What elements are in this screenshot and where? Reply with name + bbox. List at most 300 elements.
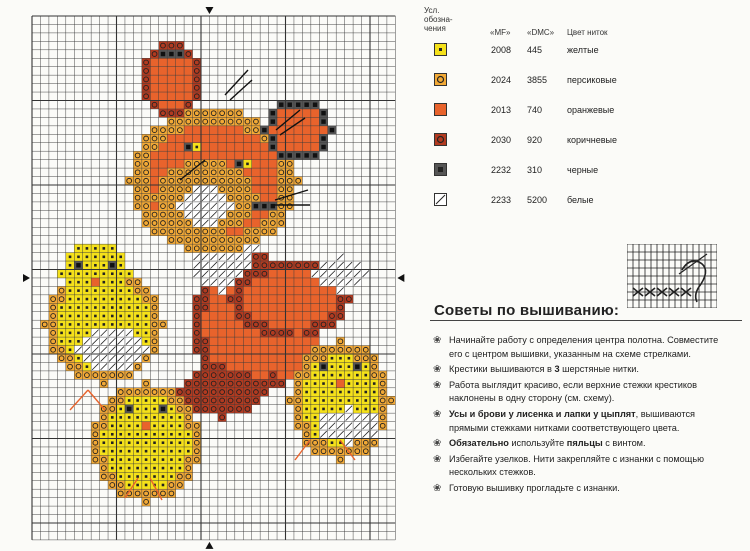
stitch-cell: [184, 210, 192, 218]
stitch-cell: [201, 337, 209, 345]
stitch-cell: [235, 337, 243, 345]
stitch-cell: [277, 320, 285, 328]
stitch-cell: [150, 101, 158, 109]
stitch-cell: [362, 447, 370, 455]
stitch-cell: [142, 422, 150, 430]
stitch-cell: [277, 219, 285, 227]
stitch-cell: [193, 346, 201, 354]
stitch-cell: [218, 371, 226, 379]
stitch-cell: [319, 346, 327, 354]
stitch-cell: [100, 253, 108, 261]
stitch-cell: [201, 405, 209, 413]
stitch-cell: [167, 405, 175, 413]
stitch-cell: [117, 295, 125, 303]
stitch-cell: [49, 320, 57, 328]
stitch-cell: [243, 379, 251, 387]
stitch-cell: [176, 75, 184, 83]
stitch-cell: [311, 346, 319, 354]
stitch-cell: [150, 405, 158, 413]
stitch-cell: [117, 303, 125, 311]
tip-text: 3: [554, 364, 560, 375]
stitch-cell: [150, 67, 158, 75]
stitch-cell: [167, 58, 175, 66]
stitch-cell: [302, 303, 310, 311]
stitch-cell: [142, 447, 150, 455]
stitch-cell: [142, 143, 150, 151]
stitch-cell: [311, 295, 319, 303]
stitch-cell: [218, 117, 226, 125]
stitch-cell: [294, 151, 302, 159]
stitch-cell: [252, 270, 260, 278]
stitch-cell: [252, 117, 260, 125]
stitch-cell: [286, 303, 294, 311]
stitch-cell: [49, 295, 57, 303]
stitch-cell: [319, 143, 327, 151]
stitch-cell: [235, 312, 243, 320]
stitch-cell: [209, 236, 217, 244]
stitch-cell: [125, 337, 133, 345]
stitch-cell: [269, 295, 277, 303]
stitch-cell: [311, 151, 319, 159]
stitch-cell: [125, 278, 133, 286]
stitch-cell: [184, 439, 192, 447]
stitch-cell: [294, 379, 302, 387]
stitch-cell: [260, 193, 268, 201]
stitch-cell: [252, 320, 260, 328]
legend-swatch: [434, 163, 447, 176]
stitch-cell: [74, 303, 82, 311]
stitch-cell: [159, 134, 167, 142]
tips-divider: [430, 320, 742, 321]
stitch-cell: [209, 202, 217, 210]
stitch-cell: [57, 354, 65, 362]
stitch-cell: [336, 430, 344, 438]
stitch-cell: [201, 388, 209, 396]
stitch-cell: [235, 303, 243, 311]
legend-swatch: [434, 103, 447, 116]
stitch-cell: [184, 227, 192, 235]
stitch-cell: [370, 371, 378, 379]
stitch-cell: [336, 270, 344, 278]
stitch-cell: [252, 143, 260, 151]
stitch-cell: [100, 346, 108, 354]
stitch-cell: [345, 379, 353, 387]
legend-color-name: персиковые: [567, 75, 617, 85]
stitch-cell: [353, 405, 361, 413]
stitch-cell: [167, 210, 175, 218]
stitch-cell: [91, 354, 99, 362]
stitch-cell: [311, 261, 319, 269]
stitch-cell: [150, 126, 158, 134]
stitch-cell: [218, 396, 226, 404]
stitch-cell: [209, 168, 217, 176]
stitch-cell: [252, 312, 260, 320]
stitch-cell: [159, 185, 167, 193]
stitch-cell: [83, 312, 91, 320]
stitch-cell: [142, 295, 150, 303]
stitch-cell: [226, 320, 234, 328]
stitch-cell: [167, 413, 175, 421]
stitch-cell: [150, 202, 158, 210]
stitch-cell: [252, 185, 260, 193]
stitch-cell: [302, 396, 310, 404]
stitch-cell: [311, 278, 319, 286]
stitch-cell: [40, 320, 48, 328]
stitch-cell: [142, 134, 150, 142]
stitch-cell: [57, 295, 65, 303]
stitch-cell: [226, 177, 234, 185]
stitch-cell: [269, 219, 277, 227]
stitch-cell: [201, 134, 209, 142]
stitch-cell: [150, 295, 158, 303]
stitch-cell: [125, 354, 133, 362]
stitch-cell: [150, 92, 158, 100]
stitch-cell: [294, 303, 302, 311]
stitch-cell: [159, 439, 167, 447]
stitch-cell: [218, 270, 226, 278]
stitch-cell: [142, 202, 150, 210]
legend-mf: 2024: [491, 75, 512, 85]
tip-text: , вышиваются прямыми стежками нитками соответствующего цвета.: [449, 408, 696, 433]
stitch-cell: [302, 126, 310, 134]
stitch-cell: [345, 371, 353, 379]
stitch-cell: [243, 134, 251, 142]
stitch-cell: [311, 303, 319, 311]
stitch-cell: [286, 346, 294, 354]
stitch-cell: [133, 422, 141, 430]
stitch-cell: [125, 405, 133, 413]
stitch-cell: [209, 177, 217, 185]
stitch-cell: [142, 481, 150, 489]
stitch-cell: [91, 270, 99, 278]
legend-row: [420, 100, 740, 130]
stitch-cell: [176, 405, 184, 413]
stitch-cell: [311, 270, 319, 278]
stitch-cell: [243, 219, 251, 227]
stitch-cell: [117, 481, 125, 489]
stitch-cell: [142, 464, 150, 472]
stitch-cell: [252, 388, 260, 396]
stitch-cell: [159, 210, 167, 218]
stitch-cell: [218, 346, 226, 354]
stitch-cell: [184, 413, 192, 421]
triangle-arrow-icon: [205, 542, 213, 549]
stitch-cell: [252, 126, 260, 134]
stitch-cell: [252, 253, 260, 261]
stitch-cell: [286, 286, 294, 294]
stitch-cell: [243, 396, 251, 404]
stitch-cell: [235, 320, 243, 328]
stitch-cell: [184, 58, 192, 66]
stitch-cell: [362, 371, 370, 379]
stitch-cell: [260, 371, 268, 379]
stitch-cell: [260, 227, 268, 235]
stitch-cell: [345, 278, 353, 286]
stitch-cell: [74, 270, 82, 278]
stitch-cell: [252, 210, 260, 218]
stitch-cell: [193, 202, 201, 210]
stitch-cell: [193, 67, 201, 75]
stitch-cell: [49, 337, 57, 345]
stitch-cell: [260, 168, 268, 176]
stitch-cell: [286, 101, 294, 109]
tip-text: Обязательно: [449, 438, 509, 449]
stitch-cell: [125, 371, 133, 379]
stitch-cell: [302, 143, 310, 151]
stitch-cell: [353, 362, 361, 370]
stitch-cell: [83, 337, 91, 345]
stitch-cell: [83, 278, 91, 286]
stitch-cell: [269, 134, 277, 142]
stitch-cell: [226, 329, 234, 337]
stitch-cell: [142, 286, 150, 294]
stitch-cell: [201, 362, 209, 370]
stitch-cell: [167, 439, 175, 447]
stitch-cell: [49, 346, 57, 354]
stitch-cell: [328, 396, 336, 404]
stitch-cell: [159, 126, 167, 134]
stitch-cell: [159, 219, 167, 227]
flower-bullet-icon: ❀: [433, 453, 442, 465]
stitch-cell: [328, 362, 336, 370]
stitch-cell: [100, 472, 108, 480]
stitch-cell: [159, 67, 167, 75]
stitch-cell: [378, 388, 386, 396]
stitch-cell: [226, 362, 234, 370]
stitch-cell: [184, 464, 192, 472]
stitch-cell: [226, 160, 234, 168]
stitch-cell: [108, 278, 116, 286]
stitch-cell: [201, 236, 209, 244]
stitch-cell: [159, 227, 167, 235]
stitch-cell: [235, 270, 243, 278]
stitch-cell: [108, 362, 116, 370]
stitch-cell: [193, 329, 201, 337]
stitch-cell: [209, 346, 217, 354]
stitch-cell: [226, 261, 234, 269]
stitch-cell: [235, 354, 243, 362]
stitch-cell: [336, 455, 344, 463]
stitch-cell: [184, 185, 192, 193]
stitch-cell: [260, 202, 268, 210]
stitch-cell: [201, 244, 209, 252]
stitch-cell: [243, 202, 251, 210]
stitch-cell: [100, 371, 108, 379]
stitch-cell: [218, 337, 226, 345]
stitch-cell: [83, 329, 91, 337]
stitch-cell: [91, 329, 99, 337]
stitch-cell: [201, 396, 209, 404]
stitch-cell: [159, 168, 167, 176]
stitch-cell: [302, 320, 310, 328]
stitch-cell: [150, 160, 158, 168]
stitch-cell: [345, 295, 353, 303]
stitch-cell: [362, 413, 370, 421]
stitch-cell: [159, 396, 167, 404]
stitch-cell: [133, 455, 141, 463]
stitch-cell: [201, 168, 209, 176]
stitch-cell: [226, 253, 234, 261]
stitch-cell: [252, 134, 260, 142]
stitch-cell: [311, 109, 319, 117]
stitch-cell: [277, 101, 285, 109]
stitch-cell: [243, 388, 251, 396]
stitch-cell: [142, 489, 150, 497]
stitch-cell: [336, 388, 344, 396]
stitch-cell: [176, 396, 184, 404]
stitch-cell: [277, 151, 285, 159]
stitch-cell: [142, 388, 150, 396]
stitch-cell: [277, 202, 285, 210]
stitch-cell: [235, 346, 243, 354]
stitch-cell: [108, 303, 116, 311]
stitch-cell: [252, 236, 260, 244]
stitch-cell: [193, 396, 201, 404]
stitch-cell: [150, 346, 158, 354]
stitch-cell: [252, 303, 260, 311]
stitch-cell: [226, 193, 234, 201]
stitch-cell: [117, 278, 125, 286]
stitch-cell: [142, 168, 150, 176]
stitch-cell: [319, 354, 327, 362]
stitch-cell: [159, 109, 167, 117]
stitch-cell: [193, 109, 201, 117]
stitch-cell: [66, 362, 74, 370]
stitch-cell: [218, 303, 226, 311]
stitch-cell: [117, 405, 125, 413]
stitch-cell: [294, 295, 302, 303]
stitch-cell: [235, 244, 243, 252]
stitch-cell: [193, 185, 201, 193]
stitch-cell: [286, 362, 294, 370]
stitch-cell: [150, 75, 158, 83]
stitch-cell: [201, 193, 209, 201]
stitch-cell: [201, 278, 209, 286]
stitch-cell: [167, 396, 175, 404]
stitch-cell: [201, 210, 209, 218]
stitch-cell: [209, 278, 217, 286]
stitch-cell: [100, 439, 108, 447]
stitch-cell: [252, 362, 260, 370]
stitch-cell: [108, 447, 116, 455]
stitch-cell: [302, 422, 310, 430]
stitch-cell: [184, 388, 192, 396]
stitch-cell: [184, 379, 192, 387]
stitch-cell: [125, 396, 133, 404]
stitch-cell: [269, 117, 277, 125]
stitch-cell: [336, 362, 344, 370]
stitch-cell: [209, 354, 217, 362]
stitch-cell: [125, 312, 133, 320]
legend-row: [420, 70, 740, 100]
stitch-cell: [294, 312, 302, 320]
stitch-cell: [302, 270, 310, 278]
stitch-cell: [252, 295, 260, 303]
stitch-cell: [176, 117, 184, 125]
stitch-cell: [184, 202, 192, 210]
stitch-cell: [226, 219, 234, 227]
stitch-cell: [201, 151, 209, 159]
stitch-cell: [142, 160, 150, 168]
stitch-cell: [159, 41, 167, 49]
stitch-cell: [243, 354, 251, 362]
stitch-cell: [167, 177, 175, 185]
stitch-cell: [260, 346, 268, 354]
stitch-cell: [209, 371, 217, 379]
stitch-cell: [218, 354, 226, 362]
stitch-cell: [235, 126, 243, 134]
stitch-cell: [117, 320, 125, 328]
stitch-cell: [66, 329, 74, 337]
stitch-cell: [100, 270, 108, 278]
stitch-cell: [133, 202, 141, 210]
stitch-cell: [243, 126, 251, 134]
stitch-cell: [226, 227, 234, 235]
stitch-cell: [150, 193, 158, 201]
stitch-cell: [235, 151, 243, 159]
stitch-cell: [235, 388, 243, 396]
stitch-cell: [176, 439, 184, 447]
stitch-cell: [184, 75, 192, 83]
stitch-cell: [100, 261, 108, 269]
stitch-cell: [117, 464, 125, 472]
stitch-cell: [209, 210, 217, 218]
stitch-cell: [117, 430, 125, 438]
stitch-cell: [117, 362, 125, 370]
stitch-cell: [260, 185, 268, 193]
stitch-cell: [277, 126, 285, 134]
stitch-cell: [91, 295, 99, 303]
stitch-cell: [336, 286, 344, 294]
stitch-cell: [235, 210, 243, 218]
stitch-cell: [218, 405, 226, 413]
stitch-cell: [302, 329, 310, 337]
stitch-cell: [133, 193, 141, 201]
stitch-cell: [108, 396, 116, 404]
stitch-cell: [311, 447, 319, 455]
stitch-cell: [294, 354, 302, 362]
stitch-cell: [193, 75, 201, 83]
stitch-cell: [235, 236, 243, 244]
flower-bullet-icon: ❀: [433, 482, 442, 494]
stitch-cell: [91, 362, 99, 370]
tip-text: Избегайте узелков. Нити закрепляйте с изнанки с помощью нескольких стежков.: [449, 453, 705, 478]
stitch-cell: [184, 84, 192, 92]
legend-row: [420, 130, 740, 160]
stitch-cell: [133, 168, 141, 176]
stitch-cell: [218, 168, 226, 176]
legend-mf: 2008: [491, 45, 512, 55]
stitch-cell: [108, 244, 116, 252]
stitch-cell: [184, 117, 192, 125]
stitch-cell: [117, 337, 125, 345]
stitch-cell: [286, 261, 294, 269]
stitch-cell: [311, 396, 319, 404]
stitch-cell: [260, 177, 268, 185]
stitch-cell: [108, 413, 116, 421]
stitch-cell: [167, 472, 175, 480]
stitch-cell: [218, 329, 226, 337]
stitch-cell: [226, 134, 234, 142]
tip-text: пяльцы: [566, 438, 603, 449]
stitch-cell: [176, 430, 184, 438]
stitch-cell: [345, 346, 353, 354]
stitch-cell: [167, 481, 175, 489]
stitch-cell: [142, 379, 150, 387]
stitch-cell: [142, 329, 150, 337]
stitch-cell: [159, 405, 167, 413]
stitch-cell: [142, 439, 150, 447]
